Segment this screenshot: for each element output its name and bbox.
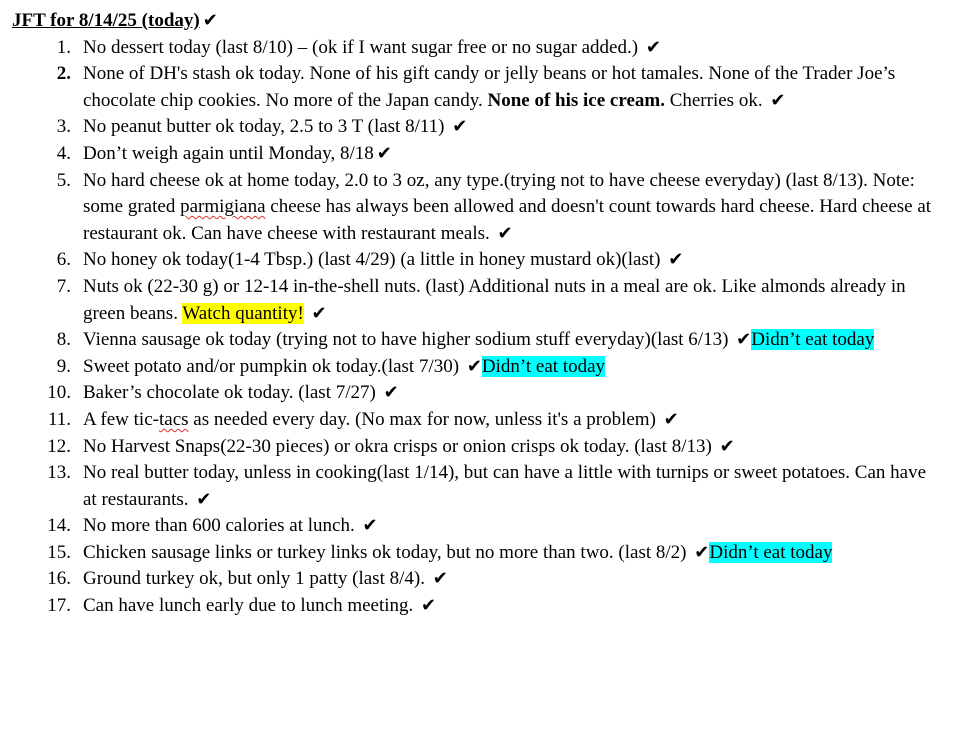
item-number: 2. <box>56 63 71 85</box>
list-item <box>12 407 949 434</box>
item-text: Can have lunch early due to lunch meeting. <box>83 595 414 617</box>
item-text: Chicken sausage links or turkey links ok today, but no more than two. (last 8/2) <box>83 541 687 563</box>
item-text: Ground turkey ok, but only 1 patty (last 8/4). <box>83 568 425 590</box>
item-text: Cherries ok. <box>669 89 763 111</box>
item-text-block <box>83 407 949 434</box>
highlighted-note: Didn’t eat today <box>481 355 606 377</box>
highlighted-note: Watch quantity! <box>182 302 304 324</box>
list-item <box>12 540 949 567</box>
item-number: 8. <box>56 329 71 351</box>
item-text-block <box>83 540 949 567</box>
item-text: No real butter today, unless in cooking(last 1/14), but can have a little with turnips or sweet potatoes. Can have at restaurants. <box>83 462 927 510</box>
item-list <box>12 35 949 620</box>
item-text: cheese has always been allowed and doesn't count towards hard cheese. Hard cheese at restaurant ok. Can have cheese with restaurant meals. <box>83 196 932 244</box>
check-mark-icon: ✔ <box>668 249 684 271</box>
item-number: 16. <box>47 568 71 590</box>
item-text: No peanut butter ok today, 2.5 to 3 T (last 8/11) <box>83 116 445 138</box>
item-text: Nuts ok (22-30 g) or 12-14 in-the-shell nuts. (last) Additional nuts in a meal are ok. Like almonds already in green beans. <box>83 275 906 324</box>
item-bold-text: None of his ice cream. <box>487 89 665 111</box>
spellcheck-word: parmigiana <box>180 196 266 218</box>
check-mark-icon: ✔ <box>202 10 218 31</box>
item-text-block <box>83 274 949 327</box>
list-item <box>12 114 949 141</box>
list-item <box>12 61 949 114</box>
item-text-block <box>83 566 949 593</box>
list-item <box>12 168 949 248</box>
item-text-block <box>83 460 949 513</box>
item-text-block <box>83 327 949 354</box>
item-text-block <box>83 141 949 168</box>
check-mark-icon: ✔ <box>645 36 661 58</box>
item-number: 5. <box>56 169 71 191</box>
list-item <box>12 593 949 620</box>
item-number: 7. <box>56 275 71 297</box>
list-item <box>12 247 949 274</box>
check-mark-icon: ✔ <box>719 435 735 457</box>
item-number: 10. <box>47 382 71 404</box>
item-text-block <box>83 593 949 620</box>
item-number: 14. <box>47 515 71 537</box>
item-number: 13. <box>47 462 71 484</box>
item-text: Vienna sausage ok today (trying not to have higher sodium stuff everyday)(last 6/13) <box>83 329 729 351</box>
item-text: No honey ok today(1-4 Tbsp.) (last 4/29) (a little in honey mustard ok)(last) <box>83 249 661 271</box>
item-text-block <box>83 114 949 141</box>
check-mark-icon: ✔ <box>421 595 437 617</box>
list-item <box>12 434 949 461</box>
list-item <box>12 380 949 407</box>
list-item <box>12 460 949 513</box>
title-line <box>12 8 949 35</box>
item-text-block <box>83 380 949 407</box>
list-item <box>12 354 949 381</box>
check-mark-icon: ✔ <box>362 515 378 537</box>
item-number: 11. <box>47 408 71 430</box>
item-number: 3. <box>56 116 71 138</box>
item-number: 1. <box>56 36 71 58</box>
check-mark-icon: ✔ <box>770 89 786 111</box>
item-text-block <box>83 168 949 248</box>
item-number: 15. <box>47 541 71 563</box>
check-mark-icon: ✔ <box>497 222 513 244</box>
list-item <box>12 327 949 354</box>
check-mark-icon: ✔ <box>196 488 212 510</box>
check-mark-icon: ✔ <box>452 116 468 138</box>
item-text: Don’t weigh again until Monday, 8/18 <box>83 142 374 164</box>
list-item <box>12 141 949 168</box>
check-mark-icon: ✔ <box>432 568 448 590</box>
check-mark-icon: ✔ <box>466 355 482 377</box>
item-number: 12. <box>47 435 71 457</box>
item-text-block <box>83 434 949 461</box>
item-text-block <box>83 35 949 62</box>
item-text: No dessert today (last 8/10) – (ok if I want sugar free or no sugar added.) <box>83 36 639 58</box>
list-item <box>12 566 949 593</box>
item-text: No more than 600 calories at lunch. <box>83 515 355 537</box>
check-mark-icon: ✔ <box>736 329 752 351</box>
document-title: JFT for 8/14/25 (today) <box>12 10 200 31</box>
item-text: Sweet potato and/or pumpkin ok today.(last 7/30) <box>83 355 460 377</box>
item-text: Baker’s chocolate ok today. (last 7/27) <box>83 382 376 404</box>
item-text-block <box>83 61 949 114</box>
highlighted-note: Didn’t eat today <box>751 329 875 351</box>
item-text-block <box>83 354 949 381</box>
check-mark-icon: ✔ <box>663 408 679 430</box>
item-text: No hard cheese ok at home today, 2.0 to 3 oz, any type.(trying not to have cheese everyday) (last 8/13). Note: some grated <box>83 169 915 218</box>
item-number: 4. <box>56 142 71 164</box>
list-item <box>12 513 949 540</box>
check-mark-icon: ✔ <box>376 142 392 164</box>
highlighted-note: Didn’t eat today <box>709 541 833 563</box>
check-mark-icon: ✔ <box>694 541 710 563</box>
spellcheck-word: tacs <box>158 408 189 430</box>
item-number: 9. <box>56 355 71 377</box>
item-number: 17. <box>47 595 71 617</box>
item-text: A few tic- <box>83 408 159 430</box>
item-text: No Harvest Snaps(22-30 pieces) or okra crisps or onion crisps ok today. (last 8/13) <box>83 435 712 457</box>
item-text: as needed every day. (No max for now, unless it's a problem) <box>193 408 656 430</box>
item-text-block <box>83 513 949 540</box>
item-text: None of DH's stash ok today. None of his gift candy or jelly beans or hot tamales. None of the Trader Joe’s chocolate chip cookies. No more of the Japan candy. <box>83 63 896 111</box>
item-number: 6. <box>56 249 71 271</box>
check-mark-icon: ✔ <box>383 382 399 404</box>
list-item <box>12 35 949 62</box>
item-text-block <box>83 247 949 274</box>
check-mark-icon: ✔ <box>311 302 327 324</box>
list-item <box>12 274 949 327</box>
